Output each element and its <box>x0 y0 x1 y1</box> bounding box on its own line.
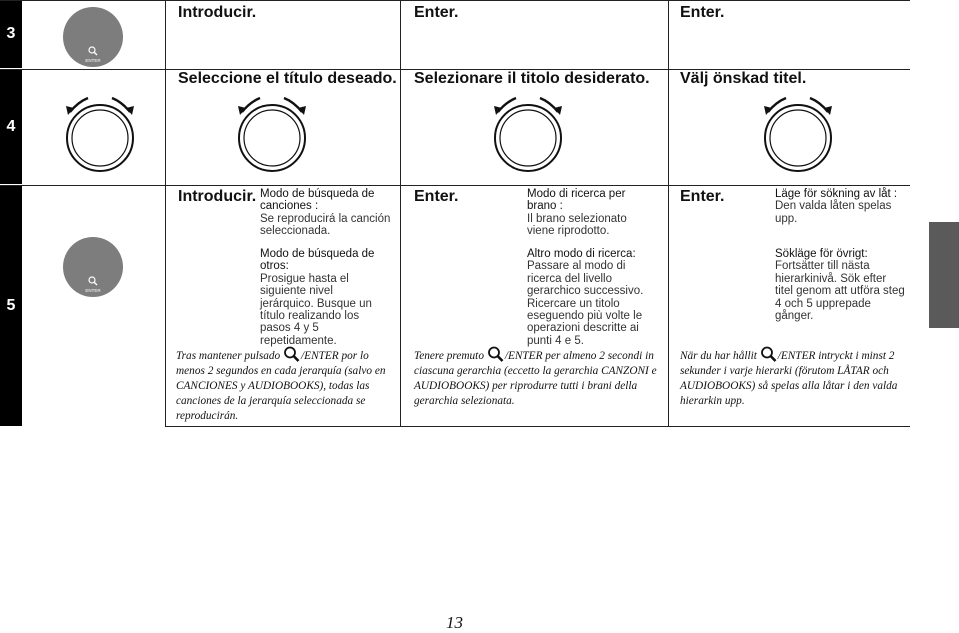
it-long-press-note <box>414 346 660 409</box>
step-number-4: 4 <box>0 70 22 184</box>
column-divider <box>165 0 166 427</box>
rotary-knob-image <box>488 88 568 180</box>
side-tab-marker <box>929 222 959 328</box>
es-song-search-mode <box>260 188 392 238</box>
row4-it-heading: Selezionare il titolo desiderato. <box>414 70 650 87</box>
rotary-knob-image <box>60 88 140 180</box>
rotary-knob-image <box>232 88 312 180</box>
es-long-press-note <box>176 346 398 424</box>
sv-other-search-mode <box>775 248 907 322</box>
column-divider <box>668 0 669 427</box>
knob-label: ENTER <box>85 58 101 63</box>
row4-es-heading: Seleccione el título deseado. <box>178 70 397 87</box>
it-note-before: Tenere premuto <box>414 350 484 362</box>
sv-block1-title: Läge för sökning av låt : <box>775 188 898 200</box>
sv-note-after: /ENTER intryckt i minst 2 sekunder i varje hierarki (förutom LÅTAR och AUDIOBOOKS) så spelas alla låtar i den valda hierarkin upp. <box>680 350 898 407</box>
rotary-knob-image <box>758 88 838 180</box>
row5-it-heading: Enter. <box>414 188 459 205</box>
search-icon <box>283 346 301 362</box>
row4-sv-heading: Välj önskad titel. <box>680 70 807 87</box>
row5-sv-heading: Enter. <box>680 188 725 205</box>
sv-block2-title: Sökläge för övrigt: <box>775 248 868 260</box>
knob-label: ENTER <box>85 288 101 293</box>
search-icon <box>760 346 778 362</box>
row5-es-heading: Introducir. <box>178 188 257 205</box>
es-note-before: Tras mantener pulsado <box>176 350 281 362</box>
it-block1-body: Il brano selezionato viene riprodotto. <box>527 212 627 238</box>
es-note-after: /ENTER por lo menos 2 segundos en cada jerarquía (salvo en CANCIONES y AUDIOBOOKS), todas las canciones de la jerarquía seleccionada se reproducirán. <box>176 350 386 422</box>
it-song-search-mode <box>527 188 657 238</box>
row3-it-heading: Enter. <box>414 4 459 21</box>
sv-block1-body: Den valda låten spelas upp. <box>775 200 892 225</box>
column-divider <box>400 0 401 427</box>
it-block2-title: Altro modo di ricerca: <box>527 248 636 260</box>
row3-sv-heading: Enter. <box>680 4 725 21</box>
it-block1-title: Modo di ricerca per brano : <box>527 188 626 213</box>
row-divider <box>0 185 910 186</box>
sv-note-before: När du har hållit <box>680 350 757 362</box>
enter-knob-image <box>62 236 124 298</box>
sv-block2-body: Fortsätter till nästa hierarkinivå. Sök efter titel genom att utföra steg 4 och 5 upprepade gånger. <box>775 260 905 323</box>
page-number: 13 <box>446 613 463 632</box>
es-block1-body: Se reproducirá la canción seleccionada. <box>260 212 391 238</box>
row-divider <box>165 426 910 427</box>
es-block2-body: Prosigue hasta el siguiente nivel jerárquico. Busque un título realizando los pasos 4 y 5 repetidamente. <box>260 272 372 347</box>
row-divider <box>0 0 910 1</box>
it-note-after: /ENTER per almeno 2 secondi in ciascuna gerarchia (eccetto la gerarchia CANZONI e AUDIOBOOKS) per riprodurre tutti i brani della gerarchia selezionata. <box>414 350 657 407</box>
step-number-5: 5 <box>0 186 22 426</box>
sv-song-search-mode <box>775 188 910 225</box>
row3-es-heading: Introducir. <box>178 4 257 21</box>
es-block2-title: Modo de búsqueda de otros: <box>260 248 375 273</box>
search-icon <box>487 346 505 362</box>
it-other-search-mode <box>527 248 659 347</box>
es-other-search-mode <box>260 248 382 347</box>
es-block1-title: Modo de búsqueda de canciones : <box>260 188 375 213</box>
it-block2-body: Passare al modo di ricerca del livello gerarchico successivo. Ricercare un titolo eseguendo più volte le operazioni descritte ai punti 4 e 5. <box>527 260 644 347</box>
step-number-3: 3 <box>0 0 22 68</box>
sv-long-press-note <box>680 346 912 409</box>
enter-knob-image <box>62 6 124 68</box>
